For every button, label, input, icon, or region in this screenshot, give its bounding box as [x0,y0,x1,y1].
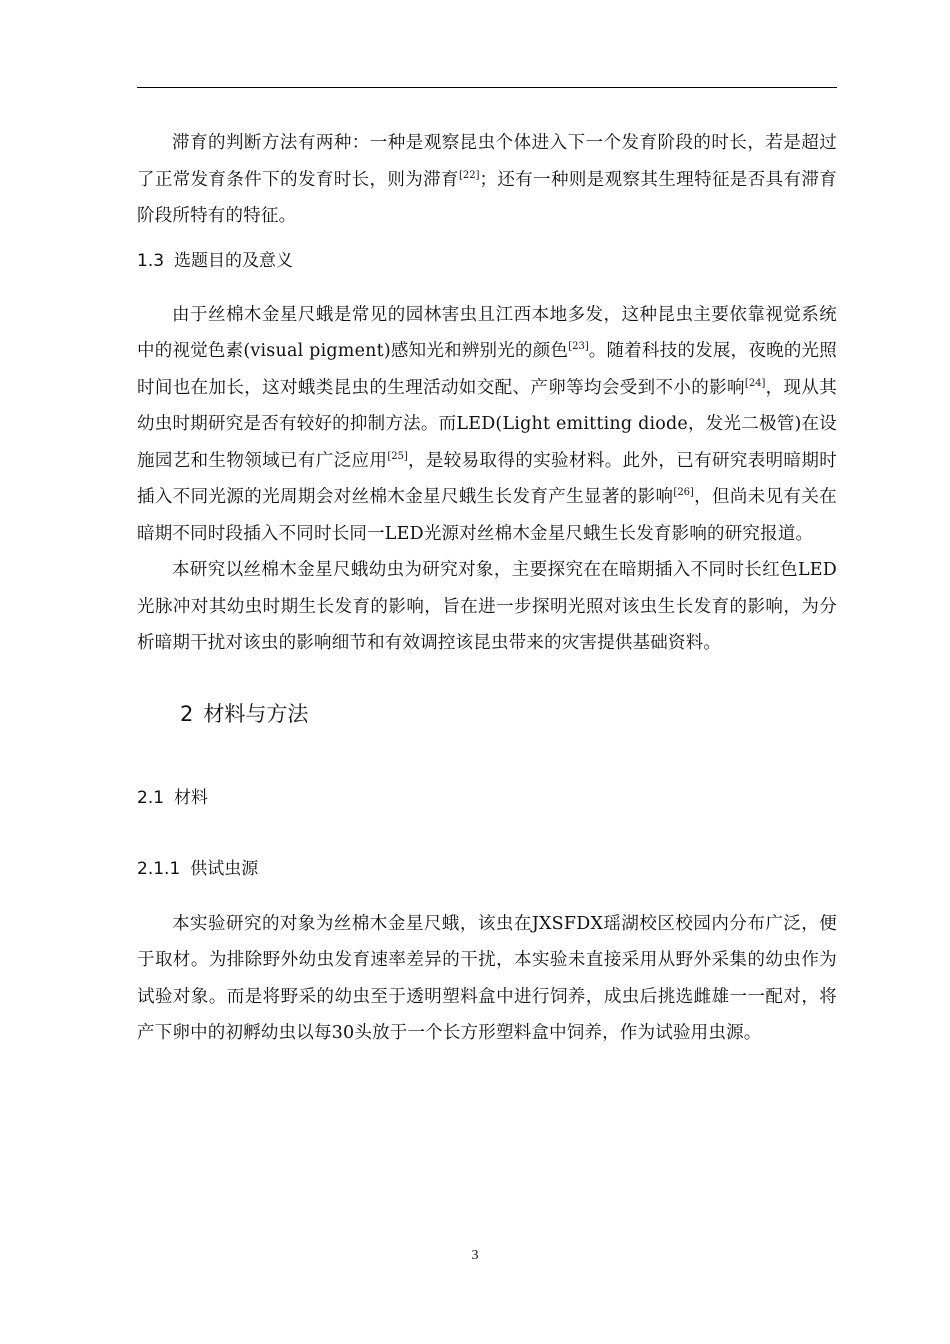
citation-ref: [24] [744,377,766,389]
citation-ref: [22] [458,169,480,181]
section-heading-2 [137,700,837,728]
section-heading-2-1 [137,786,837,810]
paragraph-text: 由于丝棉木金星尺蛾是常见的园林害虫且江西本地多发，这种昆虫主要依靠视觉系统中的视觉色素(visual pigment)感知光和辨别光的颜色 [137,304,837,361]
citation-ref: [26] [673,487,694,498]
citation-ref: [25] [387,450,408,462]
page-content [137,125,837,1052]
section-number: 2.1.1 [137,858,181,879]
section-number: 2 [180,701,194,726]
header-rule [137,87,837,88]
section-title: 材料与方法 [203,701,309,726]
paragraph-text: ，是较易取得的实验材料。此外，已有研究表明暗期时插入不同光源的光周期会对丝棉木金星尺蛾生长发育产生显著的影响 [137,450,837,507]
paragraph-text: 滞育的判断方法有两种：一种是观察昆虫个体进入下一个发育阶段的时长，若是超过了正常发育条件下的发育时长，则为滞育 [137,133,837,190]
paragraph-research-background [137,297,837,553]
section-title: 供试虫源 [190,858,259,879]
section-title: 材料 [174,787,209,808]
paragraph-text: ，现从其幼虫时期研究是否有较好的抑制方法。而LED(Light emitting diode，发光二极管)在设施园艺和生物领域已有广泛应用 [137,377,837,471]
paragraph-diapause-methods [137,125,837,235]
paragraph-research-purpose: 本研究以丝棉木金星尺蛾幼虫为研究对象，主要探究在在暗期插入不同时长红色LED光脉冲对其幼虫时期生长发育的影响，旨在进一步探明光照对该虫生长发育的影响，为分析暗期干扰对该虫的影响细节和有效调控该昆虫带来的灾害提供基础资料。 [137,560,837,653]
paragraph-text: 。随着科技的发展，夜晚的光照时间也在加长，这对蛾类昆虫的生理活动如交配、产卵等均会受到不小的影响 [137,341,837,398]
section-number: 1.3 [137,250,165,271]
section-heading-2-1-1 [137,857,837,881]
section-number: 2.1 [137,787,165,808]
section-title: 选题目的及意义 [174,250,294,271]
citation-ref: [23] [568,341,589,352]
section-heading-1-3 [137,249,837,273]
paragraph-text: ；还有一种则是观察其生理特征是否具有滞育阶段所特有的特征。 [137,169,837,226]
paragraph-text: ，但尚未见有关在暗期不同时段插入不同时长同一LED光源对丝棉木金星尺蛾生长发育影响的研究报道。 [137,487,837,544]
page-number: 3 [471,1248,479,1263]
paragraph-insect-source: 本实验研究的对象为丝棉木金星尺蛾，该虫在JXSFDX瑶湖校区校园内分布广泛，便于取材。为排除野外幼虫发育速率差异的干扰，本实验未直接采用从野外采集的幼虫作为试验对象。而是将野采的幼虫至于透明塑料盒中进行饲养，成虫后挑选雌雄一一配对，将产下卵中的初孵幼虫以每30头放于一个长方形塑料盒中饲养，作为试验用虫源。 [137,913,837,1043]
